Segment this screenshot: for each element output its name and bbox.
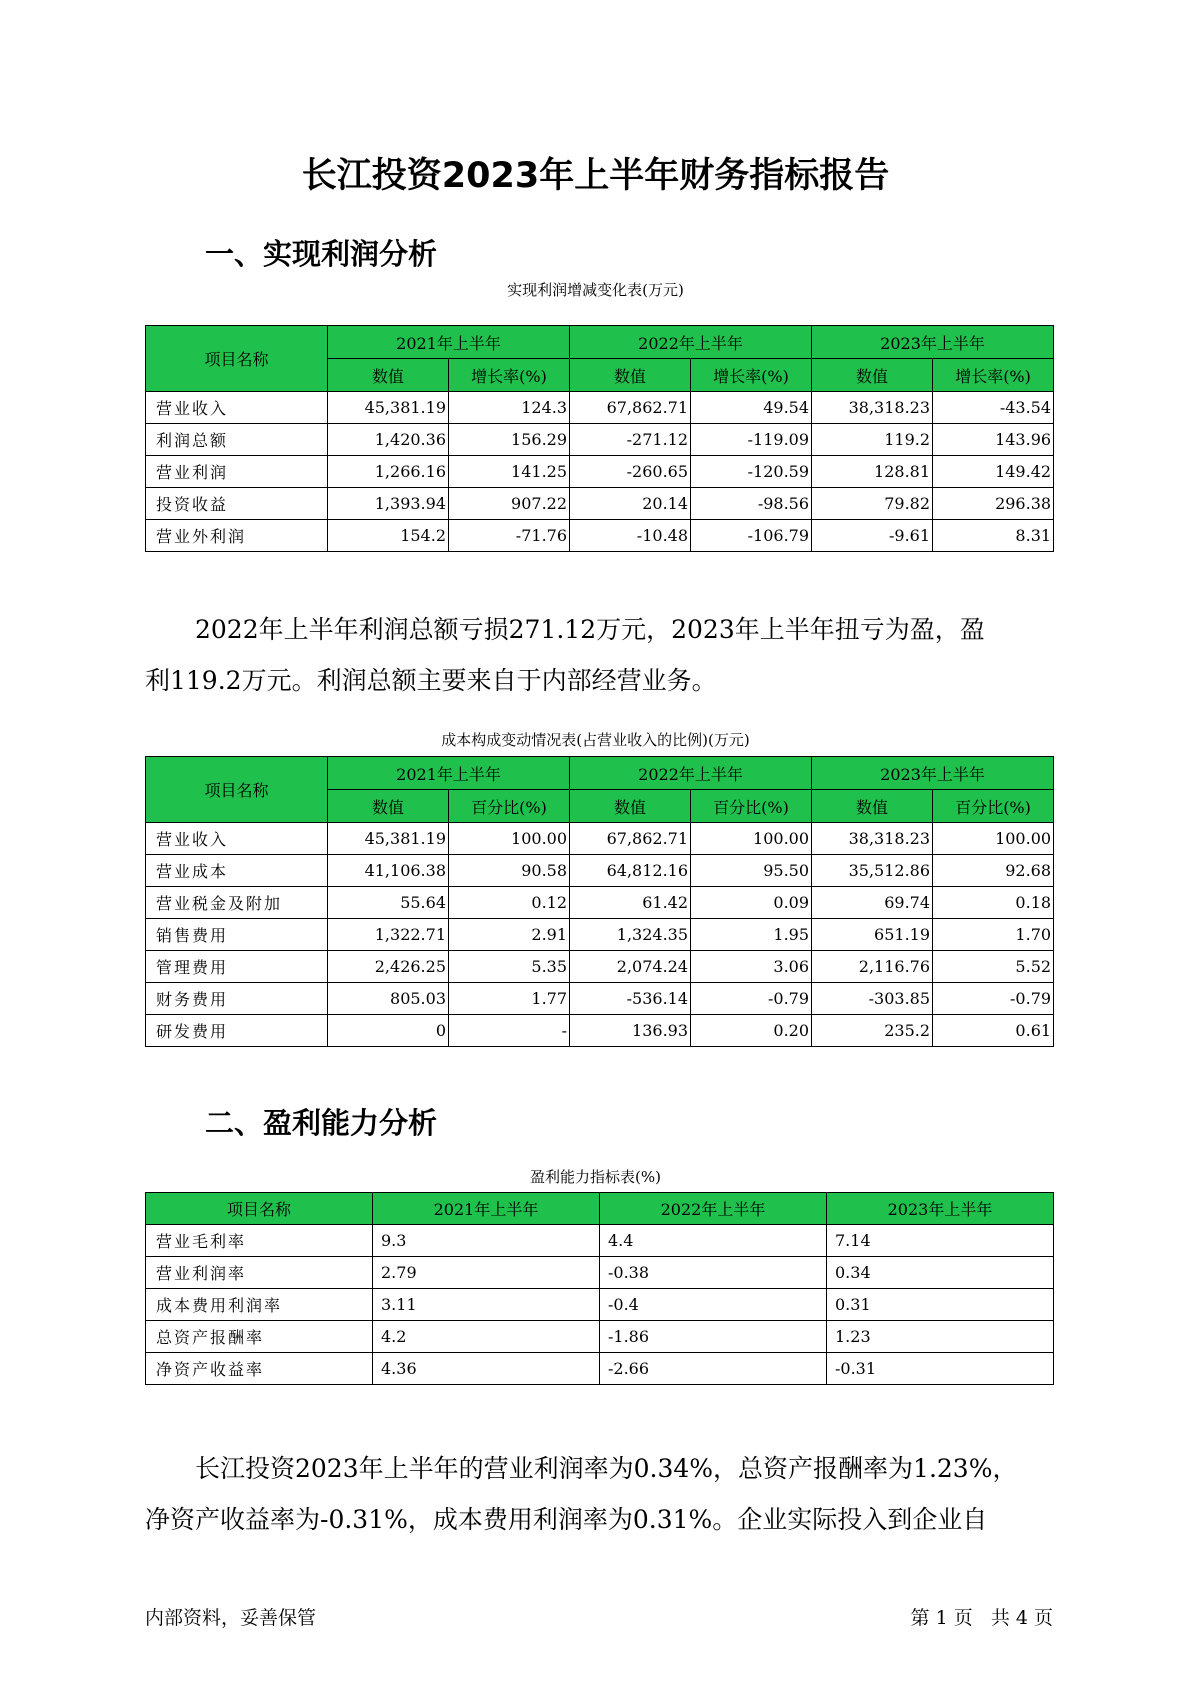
table-cell: 0.18 bbox=[933, 887, 1054, 919]
table-cell: 3.06 bbox=[691, 951, 812, 983]
table-cell: 64,812.16 bbox=[570, 855, 691, 887]
paragraph-profit-summary bbox=[145, 604, 1055, 706]
table-cell: -0.79 bbox=[691, 983, 812, 1015]
table-cell: -106.79 bbox=[691, 520, 812, 552]
table-row bbox=[146, 887, 1054, 919]
table-row bbox=[146, 424, 1054, 456]
table-caption-profitability: 盈利能力指标表(%) bbox=[530, 1168, 661, 1186]
table-header-period: 2022年上半年 bbox=[570, 757, 812, 790]
table-header-name: 项目名称 bbox=[146, 326, 328, 392]
table-cell: 67,862.71 bbox=[570, 392, 691, 424]
table-cell: 79.82 bbox=[812, 488, 933, 520]
table-cell: 124.3 bbox=[449, 392, 570, 424]
table-cell: -303.85 bbox=[812, 983, 933, 1015]
table-cell: 143.96 bbox=[933, 424, 1054, 456]
table-subheader: 百分比(%) bbox=[933, 790, 1054, 823]
row-label: 营业毛利率 bbox=[146, 1225, 373, 1257]
table-cell: 1,266.16 bbox=[328, 456, 449, 488]
row-label: 营业外利润 bbox=[146, 520, 328, 552]
row-label: 营业利润 bbox=[146, 456, 328, 488]
table-cell: 20.14 bbox=[570, 488, 691, 520]
table-subheader: 数值 bbox=[328, 359, 449, 392]
table-cell: -9.61 bbox=[812, 520, 933, 552]
section-heading-profitability: 二、盈利能力分析 bbox=[205, 1106, 438, 1140]
table-cell: -260.65 bbox=[570, 456, 691, 488]
paragraph-line: 2022年上半年利润总额亏损271.12万元，2023年上半年扭亏为盈，盈 bbox=[195, 615, 985, 644]
table-row bbox=[146, 392, 1054, 424]
table-cell: 2.79 bbox=[373, 1257, 600, 1289]
table-row bbox=[146, 520, 1054, 552]
row-label: 净资产收益率 bbox=[146, 1353, 373, 1385]
table-row bbox=[146, 1289, 1054, 1321]
table-subheader: 数值 bbox=[812, 359, 933, 392]
table-cell: 805.03 bbox=[328, 983, 449, 1015]
table-cell: 1,420.36 bbox=[328, 424, 449, 456]
row-label: 管理费用 bbox=[146, 951, 328, 983]
table-subheader: 增长率(%) bbox=[449, 359, 570, 392]
row-label: 营业税金及附加 bbox=[146, 887, 328, 919]
table-cell: 0.09 bbox=[691, 887, 812, 919]
table-cell: 38,318.23 bbox=[812, 823, 933, 855]
table-row bbox=[146, 1225, 1054, 1257]
table-cell: 1,322.71 bbox=[328, 919, 449, 951]
table-cell: 4.4 bbox=[600, 1225, 827, 1257]
table-cell: 0.20 bbox=[691, 1015, 812, 1047]
row-label: 投资收益 bbox=[146, 488, 328, 520]
table-cell: 67,862.71 bbox=[570, 823, 691, 855]
footer-confidential-note: 内部资料，妥善保管 bbox=[145, 1607, 317, 1629]
table-cell: 92.68 bbox=[933, 855, 1054, 887]
table-cell: 156.29 bbox=[449, 424, 570, 456]
table-header-period: 2021年上半年 bbox=[373, 1193, 600, 1225]
table-cell: 69.74 bbox=[812, 887, 933, 919]
table-cell: 95.50 bbox=[691, 855, 812, 887]
table-cell: -2.66 bbox=[600, 1353, 827, 1385]
table-cell: 141.25 bbox=[449, 456, 570, 488]
table-cell: 100.00 bbox=[691, 823, 812, 855]
table-header-name: 项目名称 bbox=[146, 757, 328, 823]
table-row bbox=[146, 1321, 1054, 1353]
row-label: 营业利润率 bbox=[146, 1257, 373, 1289]
table-header-period: 2021年上半年 bbox=[328, 326, 570, 359]
table-header-name: 项目名称 bbox=[146, 1193, 373, 1225]
table-cell: -98.56 bbox=[691, 488, 812, 520]
table-cell: 100.00 bbox=[933, 823, 1054, 855]
row-label: 研发费用 bbox=[146, 1015, 328, 1047]
table-cell: 0 bbox=[328, 1015, 449, 1047]
table-cell: -43.54 bbox=[933, 392, 1054, 424]
table-cell: -0.4 bbox=[600, 1289, 827, 1321]
table-row bbox=[146, 1353, 1054, 1385]
table-cell: 4.2 bbox=[373, 1321, 600, 1353]
table-cell: -0.38 bbox=[600, 1257, 827, 1289]
table-cell: 45,381.19 bbox=[328, 823, 449, 855]
table-cell: 3.11 bbox=[373, 1289, 600, 1321]
table-cell: 9.3 bbox=[373, 1225, 600, 1257]
table-header-period: 2021年上半年 bbox=[328, 757, 570, 790]
table-subheader: 增长率(%) bbox=[933, 359, 1054, 392]
row-label: 营业收入 bbox=[146, 392, 328, 424]
table-cell: -71.76 bbox=[449, 520, 570, 552]
table-cell: 2,116.76 bbox=[812, 951, 933, 983]
table-cell: 296.38 bbox=[933, 488, 1054, 520]
profitability-table bbox=[145, 1192, 1054, 1385]
table-cell: 41,106.38 bbox=[328, 855, 449, 887]
table-cell: -120.59 bbox=[691, 456, 812, 488]
table-cell: 0.34 bbox=[827, 1257, 1054, 1289]
table-subheader: 百分比(%) bbox=[691, 790, 812, 823]
row-label: 财务费用 bbox=[146, 983, 328, 1015]
table-cell: 154.2 bbox=[328, 520, 449, 552]
table-row bbox=[146, 488, 1054, 520]
cost-structure-table bbox=[145, 756, 1054, 1047]
table-cell: 61.42 bbox=[570, 887, 691, 919]
table-cell: -0.79 bbox=[933, 983, 1054, 1015]
table-cell: 4.36 bbox=[373, 1353, 600, 1385]
table-cell: 2.91 bbox=[449, 919, 570, 951]
row-label: 营业成本 bbox=[146, 855, 328, 887]
table-cell: -271.12 bbox=[570, 424, 691, 456]
table-cell: 55.64 bbox=[328, 887, 449, 919]
row-label: 成本费用利润率 bbox=[146, 1289, 373, 1321]
table-row bbox=[146, 1257, 1054, 1289]
paragraph-line: 长江投资2023年上半年的营业利润率为0.34%，总资产报酬率为1.23%， bbox=[195, 1454, 1018, 1483]
table-cell: 49.54 bbox=[691, 392, 812, 424]
table-header-period: 2022年上半年 bbox=[570, 326, 812, 359]
table-subheader: 数值 bbox=[328, 790, 449, 823]
table-cell: -10.48 bbox=[570, 520, 691, 552]
table-subheader: 百分比(%) bbox=[449, 790, 570, 823]
table-cell: 651.19 bbox=[812, 919, 933, 951]
table-cell: - bbox=[449, 1015, 570, 1047]
table-cell: -0.31 bbox=[827, 1353, 1054, 1385]
table-cell: 0.61 bbox=[933, 1015, 1054, 1047]
table-cell: 45,381.19 bbox=[328, 392, 449, 424]
table-cell: -119.09 bbox=[691, 424, 812, 456]
paragraph-profitability-summary bbox=[145, 1443, 1055, 1545]
footer-page-number: 第 1 页 共 4 页 bbox=[910, 1607, 1053, 1629]
table-cell: 35,512.86 bbox=[812, 855, 933, 887]
table-cell: 1.77 bbox=[449, 983, 570, 1015]
table-header-period: 2023年上半年 bbox=[812, 757, 1054, 790]
table-row bbox=[146, 1015, 1054, 1047]
row-label: 销售费用 bbox=[146, 919, 328, 951]
paragraph-line: 净资产收益率为-0.31%，成本费用利润率为0.31%。企业实际投入到企业自 bbox=[145, 1505, 988, 1534]
page-title: 长江投资2023年上半年财务指标报告 bbox=[301, 156, 890, 196]
row-label: 总资产报酬率 bbox=[146, 1321, 373, 1353]
table-cell: 0.31 bbox=[827, 1289, 1054, 1321]
table-cell: 235.2 bbox=[812, 1015, 933, 1047]
table-cell: 38,318.23 bbox=[812, 392, 933, 424]
table-cell: 1,324.35 bbox=[570, 919, 691, 951]
table-cell: 907.22 bbox=[449, 488, 570, 520]
section-heading-profit: 一、实现利润分析 bbox=[205, 237, 438, 271]
table-cell: 100.00 bbox=[449, 823, 570, 855]
table-cell: 136.93 bbox=[570, 1015, 691, 1047]
table-cell: 5.52 bbox=[933, 951, 1054, 983]
table-cell: 7.14 bbox=[827, 1225, 1054, 1257]
table-caption-profit: 实现利润增减变化表(万元) bbox=[507, 281, 684, 299]
profit-change-table bbox=[145, 325, 1054, 552]
table-cell: -1.86 bbox=[600, 1321, 827, 1353]
table-cell: -536.14 bbox=[570, 983, 691, 1015]
row-label: 利润总额 bbox=[146, 424, 328, 456]
table-header-period: 2023年上半年 bbox=[812, 326, 1054, 359]
table-cell: 8.31 bbox=[933, 520, 1054, 552]
table-cell: 0.12 bbox=[449, 887, 570, 919]
table-subheader: 增长率(%) bbox=[691, 359, 812, 392]
table-cell: 1.70 bbox=[933, 919, 1054, 951]
table-cell: 1.23 bbox=[827, 1321, 1054, 1353]
table-cell: 90.58 bbox=[449, 855, 570, 887]
table-header-period: 2022年上半年 bbox=[600, 1193, 827, 1225]
table-row bbox=[146, 823, 1054, 855]
table-row bbox=[146, 855, 1054, 887]
table-row bbox=[146, 983, 1054, 1015]
row-label: 营业收入 bbox=[146, 823, 328, 855]
table-row bbox=[146, 919, 1054, 951]
table-cell: 2,426.25 bbox=[328, 951, 449, 983]
table-cell: 1,393.94 bbox=[328, 488, 449, 520]
table-subheader: 数值 bbox=[570, 790, 691, 823]
paragraph-line: 利119.2万元。利润总额主要来自于内部经营业务。 bbox=[145, 666, 717, 695]
table-cell: 5.35 bbox=[449, 951, 570, 983]
table-cell: 2,074.24 bbox=[570, 951, 691, 983]
table-row bbox=[146, 456, 1054, 488]
table-subheader: 数值 bbox=[812, 790, 933, 823]
table-cell: 149.42 bbox=[933, 456, 1054, 488]
table-cell: 119.2 bbox=[812, 424, 933, 456]
table-caption-cost: 成本构成变动情况表(占营业收入的比例)(万元) bbox=[441, 731, 750, 749]
table-header-period: 2023年上半年 bbox=[827, 1193, 1054, 1225]
table-cell: 1.95 bbox=[691, 919, 812, 951]
table-row bbox=[146, 951, 1054, 983]
table-cell: 128.81 bbox=[812, 456, 933, 488]
table-subheader: 数值 bbox=[570, 359, 691, 392]
